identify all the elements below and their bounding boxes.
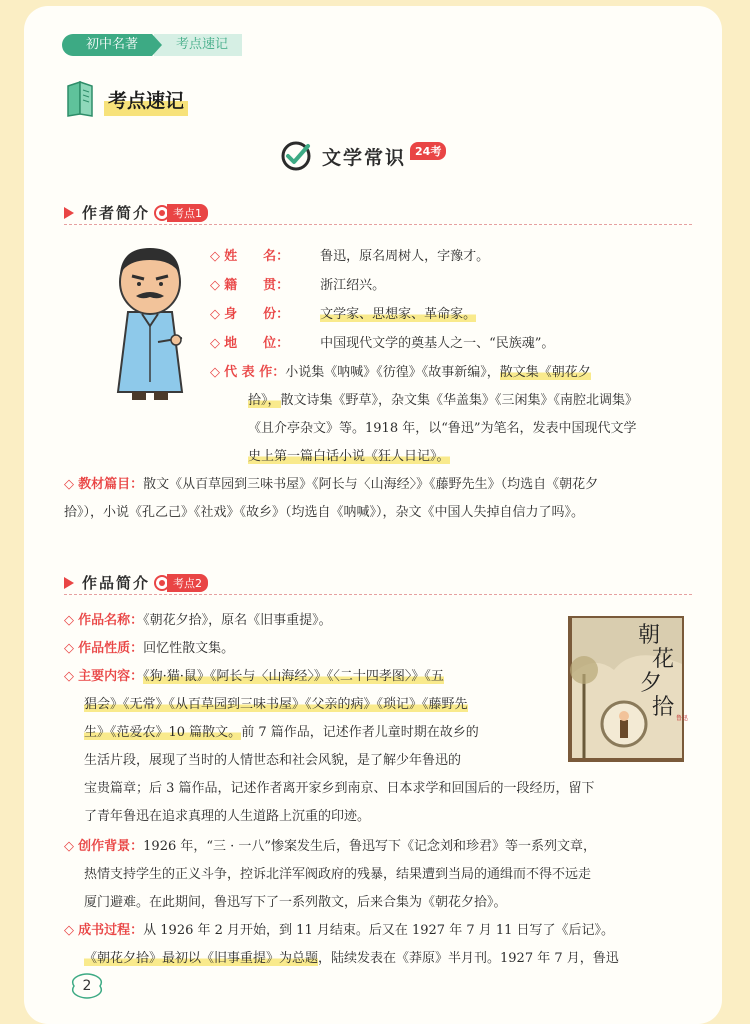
header-tab-secondary: 考点速记 [154, 34, 242, 56]
field-value: 《朝花夕拾》，原名《旧事重提》。 [143, 613, 332, 628]
section-title [64, 80, 188, 118]
field-label: 姓 名： [224, 249, 290, 264]
cover-title-char: 花 [652, 647, 675, 672]
work-content-cont [84, 776, 704, 802]
topic-title: 文学常识 [322, 146, 407, 169]
field-label: 教材篇目： [78, 477, 144, 492]
work-field-name [64, 608, 332, 634]
field-label: 主要内容： [78, 669, 144, 684]
work-field-background [64, 834, 704, 860]
work-field-content [64, 664, 554, 690]
work-content-cont [84, 720, 554, 746]
diamond-icon: ◇ [210, 278, 220, 293]
process-highlight: 《朝花夕拾》最初以《旧事重提》为总题 [84, 951, 319, 966]
field-value: 文学家、思想家、革命家。 [320, 307, 477, 322]
works-highlight: 史上第一篇白话小说《狂人日记》。 [248, 449, 450, 464]
background-line: 1926 年，“三 · 一八”惨案发生后，鲁迅写下《记念刘和珍君》等一系列文章， [143, 839, 597, 854]
diamond-icon: ◇ [64, 839, 74, 854]
topic-badge: 24考 [410, 142, 446, 160]
process-line: ，陆续发表在《莽原》半月刊。1927 年 7 月，鲁迅 [318, 951, 619, 966]
author-section-badge [154, 204, 208, 222]
diamond-icon: ◇ [210, 249, 220, 264]
field-label: 成书过程： [78, 923, 144, 938]
work-content-cont [84, 748, 554, 774]
book-icon [64, 80, 96, 118]
diamond-icon: ◇ [64, 477, 74, 492]
field-label: 创作背景： [78, 839, 144, 854]
diamond-icon: ◇ [210, 365, 220, 380]
author-section-header [64, 202, 208, 223]
author-field-status [210, 331, 554, 357]
content-highlight: 《狗·猫·鼠》《阿长与〈山海经〉》《〈二十四孝图〉》《五 [143, 669, 444, 684]
content-line: 宝贵篇章；后 3 篇作品，记述作者离开家乡到南京、日本求学和回国后的一段经历，留下 [84, 781, 595, 796]
author-section-title: 作者简介 [82, 204, 151, 222]
author-field-identity [210, 302, 476, 328]
work-background-cont [84, 890, 704, 916]
work-content-cont [84, 692, 554, 718]
divider [64, 594, 692, 595]
process-line: 从 1926 年 2 月开始，到 11 月结束。后又在 1927 年 7 月 11 日写了《后记》。 [143, 923, 615, 938]
cover-title-char: 拾 [652, 695, 675, 720]
header-breadcrumb [62, 34, 242, 56]
topic-heading [280, 140, 446, 172]
textbook-line: 散文《从百草园到三味书屋》《阿长与〈山海经〉》《藤野先生》（均选自《朝花夕 [143, 477, 599, 492]
works-line: 小说集《呐喊》《彷徨》《故事新编》， [285, 365, 500, 380]
field-value: 浙江绍兴。 [320, 278, 386, 293]
field-label: 地 位： [224, 336, 290, 351]
author-portrait-illustration [102, 242, 198, 408]
diamond-icon: ◇ [210, 307, 220, 322]
diamond-icon: ◇ [64, 669, 74, 684]
works-highlight: 散文集《朝花夕 [499, 365, 591, 380]
field-label: 代 表 作： [224, 365, 286, 380]
check-circle-icon [280, 140, 312, 172]
field-label: 身 份： [224, 307, 290, 322]
content-line: 生活片段，展现了当时的人情世态和社会风貌，是了解少年鲁迅的 [84, 753, 462, 768]
book-cover-illustration [564, 614, 690, 764]
field-value: 回忆性散文集。 [143, 641, 235, 656]
works-line: 散文诗集《野草》，杂文集《华盖集》《三闲集》《南腔北调集》 [280, 393, 639, 408]
page [24, 6, 722, 1024]
diamond-icon: ◇ [64, 641, 74, 656]
author-field-hometown [210, 273, 385, 299]
field-value: 鲁迅，原名周树人，字豫才。 [320, 249, 490, 264]
author-field-name [210, 244, 489, 270]
field-label: 作品名称： [78, 613, 144, 628]
works-section-badge-text: 考点2 [167, 574, 208, 592]
content-line: 前 7 篇作品，记述作者儿童时期在故乡的 [241, 725, 479, 740]
author-works-cont [248, 444, 698, 470]
diamond-icon: ◇ [64, 923, 74, 938]
header-tab-primary: 初中名著 [62, 34, 152, 56]
triangle-icon [64, 207, 74, 219]
work-content-cont [84, 804, 704, 830]
diamond-icon: ◇ [210, 336, 220, 351]
diamond-icon: ◇ [64, 613, 74, 628]
background-line: 热情支持学生的正义斗争，控诉北洋军阀政府的残暴，结果遭到当局的通缉而不得不远走 [84, 867, 592, 882]
works-section-header [64, 572, 208, 593]
cover-author: 鲁迅 [676, 715, 689, 722]
page-number [70, 972, 104, 1000]
field-label: 籍 贯： [224, 278, 290, 293]
cover-title-char: 朝 [638, 623, 661, 648]
work-background-cont [84, 862, 704, 888]
field-value: 中国现代文学的奠基人之一、“民族魂”。 [320, 336, 555, 351]
author-field-textbook [64, 472, 694, 498]
background-line: 厦门避难。在此期间，鲁迅写下了一系列散文，后来合集为《朝花夕拾》。 [84, 895, 507, 910]
author-works-cont [248, 416, 698, 442]
section-title-text: 考点速记 [104, 83, 188, 116]
triangle-icon [64, 577, 74, 589]
works-highlight: 拾》， [248, 393, 281, 408]
work-field-process [64, 918, 704, 944]
page-number-text: 2 [82, 978, 92, 994]
author-textbook-cont [64, 500, 694, 526]
author-works-cont [248, 388, 698, 414]
author-field-works [210, 360, 690, 386]
divider [64, 224, 692, 225]
works-line: 《且介亭杂文》等。1918 年，以“鲁迅”为笔名，发表中国现代文学 [248, 421, 637, 436]
textbook-line: 拾》），小说《孔乙己》《社戏》《故乡》（均选自《呐喊》），杂文《中国人失掉自信力了吗》。 [64, 505, 585, 520]
author-section-badge-text: 考点1 [167, 204, 208, 222]
content-highlight: 生》《范爱农》10 篇散文。 [84, 725, 242, 740]
content-line: 了青年鲁迅在追求真理的人生道路上沉重的印迹。 [84, 809, 371, 824]
works-section-badge [154, 574, 208, 592]
field-label: 作品性质： [78, 641, 144, 656]
content-highlight: 猖会》《无常》《从百草园到三味书屋》《父亲的病》《琐记》《藤野先 [84, 697, 468, 712]
work-field-nature [64, 636, 234, 662]
works-section-title: 作品简介 [82, 574, 151, 592]
work-process-cont [84, 946, 704, 972]
cover-title-char: 夕 [640, 671, 663, 696]
